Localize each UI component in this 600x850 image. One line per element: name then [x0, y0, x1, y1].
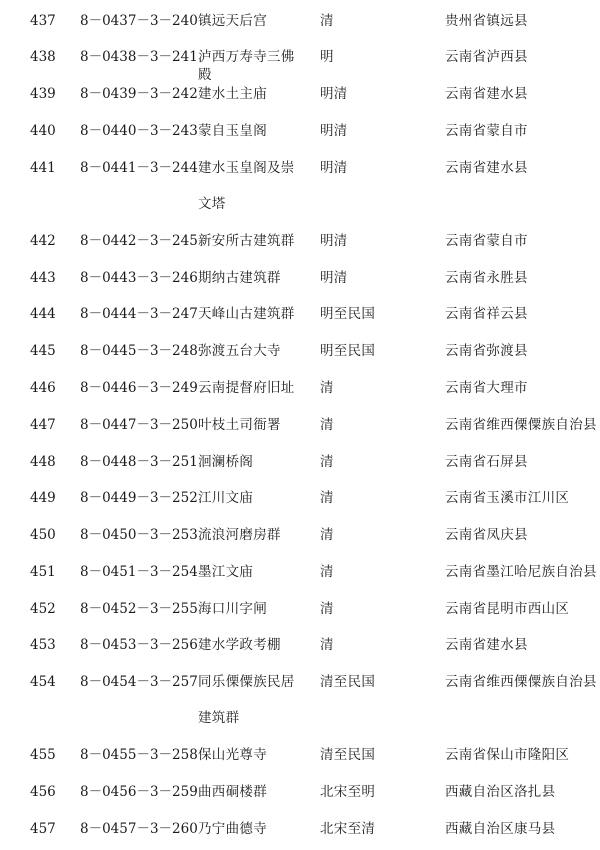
row-seq: 450 — [30, 527, 56, 543]
row-era: 清 — [320, 417, 334, 433]
row-location: 西藏自治区康马县 — [445, 821, 556, 837]
row-name: 弥渡五台大寺 — [198, 343, 281, 359]
row-seq: 446 — [30, 380, 56, 396]
row-era: 清 — [320, 637, 334, 653]
row-seq: 449 — [30, 490, 56, 506]
row-location: 贵州省镇远县 — [445, 13, 528, 29]
table-row — [0, 48, 600, 84]
row-name: 乃宁曲德寺 — [198, 821, 267, 837]
row-number: 8－0441－3－244 — [80, 160, 198, 176]
row-seq: 448 — [30, 454, 56, 470]
row-name: 建水土主庙 — [198, 86, 267, 102]
row-number: 8－0447－3－250 — [80, 417, 198, 433]
table-row — [0, 563, 600, 599]
row-era: 明至民国 — [320, 343, 376, 359]
row-location: 云南省墨江哈尼族自治县 — [445, 564, 597, 580]
row-location: 云南省凤庆县 — [445, 527, 528, 543]
row-seq: 441 — [30, 160, 56, 176]
row-location: 云南省昆明市西山区 — [445, 601, 570, 617]
row-number: 8－0444－3－247 — [80, 306, 198, 322]
table-row — [0, 600, 600, 636]
table-row — [0, 232, 600, 268]
row-location: 云南省玉溪市江川区 — [445, 490, 570, 506]
row-name: 流浪河磨房群 — [198, 527, 281, 543]
row-location: 云南省保山市隆阳区 — [445, 747, 570, 763]
row-number: 8－0448－3－251 — [80, 454, 198, 470]
row-name: 天峰山古建筑群 — [198, 306, 295, 322]
row-number: 8－0451－3－254 — [80, 564, 198, 580]
table-row — [0, 85, 600, 121]
row-name: 同乐傈僳族民居建筑群 — [198, 674, 295, 726]
row-name: 保山光尊寺 — [198, 747, 267, 763]
table-row — [0, 453, 600, 489]
row-number: 8－0437－3－240 — [80, 13, 198, 29]
row-name: 泸西万寿寺三佛殿 — [198, 49, 295, 83]
row-location: 云南省维西傈僳族自治县 — [445, 674, 597, 690]
table-row — [0, 820, 600, 848]
table-row — [0, 746, 600, 782]
row-location: 西藏自治区洛扎县 — [445, 784, 556, 800]
row-location: 云南省永胜县 — [445, 270, 528, 286]
row-name: 洄澜桥阁 — [198, 454, 254, 470]
row-location: 云南省建水县 — [445, 86, 528, 102]
row-era: 清 — [320, 454, 334, 470]
row-location: 云南省蒙自市 — [445, 233, 528, 249]
row-era: 明清 — [320, 160, 348, 176]
row-era: 清 — [320, 527, 334, 543]
row-era: 明 — [320, 49, 334, 65]
row-number: 8－0446－3－249 — [80, 380, 198, 396]
row-number: 8－0456－3－259 — [80, 784, 198, 800]
row-number: 8－0453－3－256 — [80, 637, 198, 653]
row-number: 8－0454－3－257 — [80, 674, 198, 690]
row-era: 清 — [320, 13, 334, 29]
row-era: 北宋至清 — [320, 821, 376, 837]
row-era: 明清 — [320, 86, 348, 102]
row-number: 8－0449－3－252 — [80, 490, 198, 506]
row-number: 8－0452－3－255 — [80, 601, 198, 617]
row-location: 云南省祥云县 — [445, 306, 528, 322]
row-name: 新安所古建筑群 — [198, 233, 295, 249]
row-seq: 451 — [30, 564, 56, 580]
row-era: 明清 — [320, 233, 348, 249]
row-location: 云南省建水县 — [445, 637, 528, 653]
table-row — [0, 12, 600, 48]
row-seq: 439 — [30, 86, 56, 102]
row-name: 海口川字闸 — [198, 601, 267, 617]
table-row — [0, 673, 600, 729]
table-row — [0, 489, 600, 525]
row-number: 8－0442－3－245 — [80, 233, 198, 249]
row-number: 8－0450－3－253 — [80, 527, 198, 543]
row-number: 8－0440－3－243 — [80, 123, 198, 139]
table-row — [0, 379, 600, 415]
row-seq: 437 — [30, 13, 56, 29]
table-row — [0, 342, 600, 378]
row-number: 8－0443－3－246 — [80, 270, 198, 286]
row-era: 清至民国 — [320, 674, 376, 690]
table-row — [0, 783, 600, 819]
row-number: 8－0455－3－258 — [80, 747, 198, 763]
row-seq: 445 — [30, 343, 56, 359]
row-seq: 452 — [30, 601, 56, 617]
row-seq: 453 — [30, 637, 56, 653]
row-era: 清 — [320, 564, 334, 580]
row-location: 云南省大理市 — [445, 380, 528, 396]
row-number: 8－0439－3－242 — [80, 86, 198, 102]
row-number: 8－0445－3－248 — [80, 343, 198, 359]
row-era: 明至民国 — [320, 306, 376, 322]
row-era: 北宋至明 — [320, 784, 376, 800]
row-seq: 440 — [30, 123, 56, 139]
row-name: 镇远天后宫 — [198, 13, 267, 29]
row-seq: 456 — [30, 784, 56, 800]
row-name: 墨江文庙 — [198, 564, 254, 580]
table-row — [0, 526, 600, 562]
row-name: 云南提督府旧址 — [198, 380, 295, 396]
row-name: 期纳古建筑群 — [198, 270, 281, 286]
row-seq: 447 — [30, 417, 56, 433]
row-name: 叶枝土司衙署 — [198, 417, 281, 433]
row-seq: 438 — [30, 49, 56, 65]
table-row — [0, 269, 600, 305]
row-seq: 444 — [30, 306, 56, 322]
row-name: 蒙自玉皇阁 — [198, 123, 267, 139]
row-location: 云南省泸西县 — [445, 49, 528, 65]
row-era: 清 — [320, 380, 334, 396]
row-number: 8－0438－3－241 — [80, 49, 198, 65]
row-name: 建水学政考棚 — [198, 637, 281, 653]
row-seq: 457 — [30, 821, 56, 837]
row-era: 清 — [320, 490, 334, 506]
table-row — [0, 159, 600, 215]
row-era: 清 — [320, 601, 334, 617]
row-seq: 443 — [30, 270, 56, 286]
row-location: 云南省蒙自市 — [445, 123, 528, 139]
row-location: 云南省维西傈僳族自治县 — [445, 417, 597, 433]
row-seq: 454 — [30, 674, 56, 690]
row-location: 云南省建水县 — [445, 160, 528, 176]
row-number: 8－0457－3－260 — [80, 821, 198, 837]
row-seq: 455 — [30, 747, 56, 763]
row-seq: 442 — [30, 233, 56, 249]
row-era: 清至民国 — [320, 747, 376, 763]
row-era: 明清 — [320, 270, 348, 286]
row-location: 云南省弥渡县 — [445, 343, 528, 359]
row-location: 云南省石屏县 — [445, 454, 528, 470]
row-name: 建水玉皇阁及崇文塔 — [198, 160, 295, 212]
table-row — [0, 416, 600, 452]
table-row — [0, 305, 600, 341]
row-name: 曲西硐楼群 — [198, 784, 267, 800]
row-name: 江川文庙 — [198, 490, 254, 506]
row-era: 明清 — [320, 123, 348, 139]
